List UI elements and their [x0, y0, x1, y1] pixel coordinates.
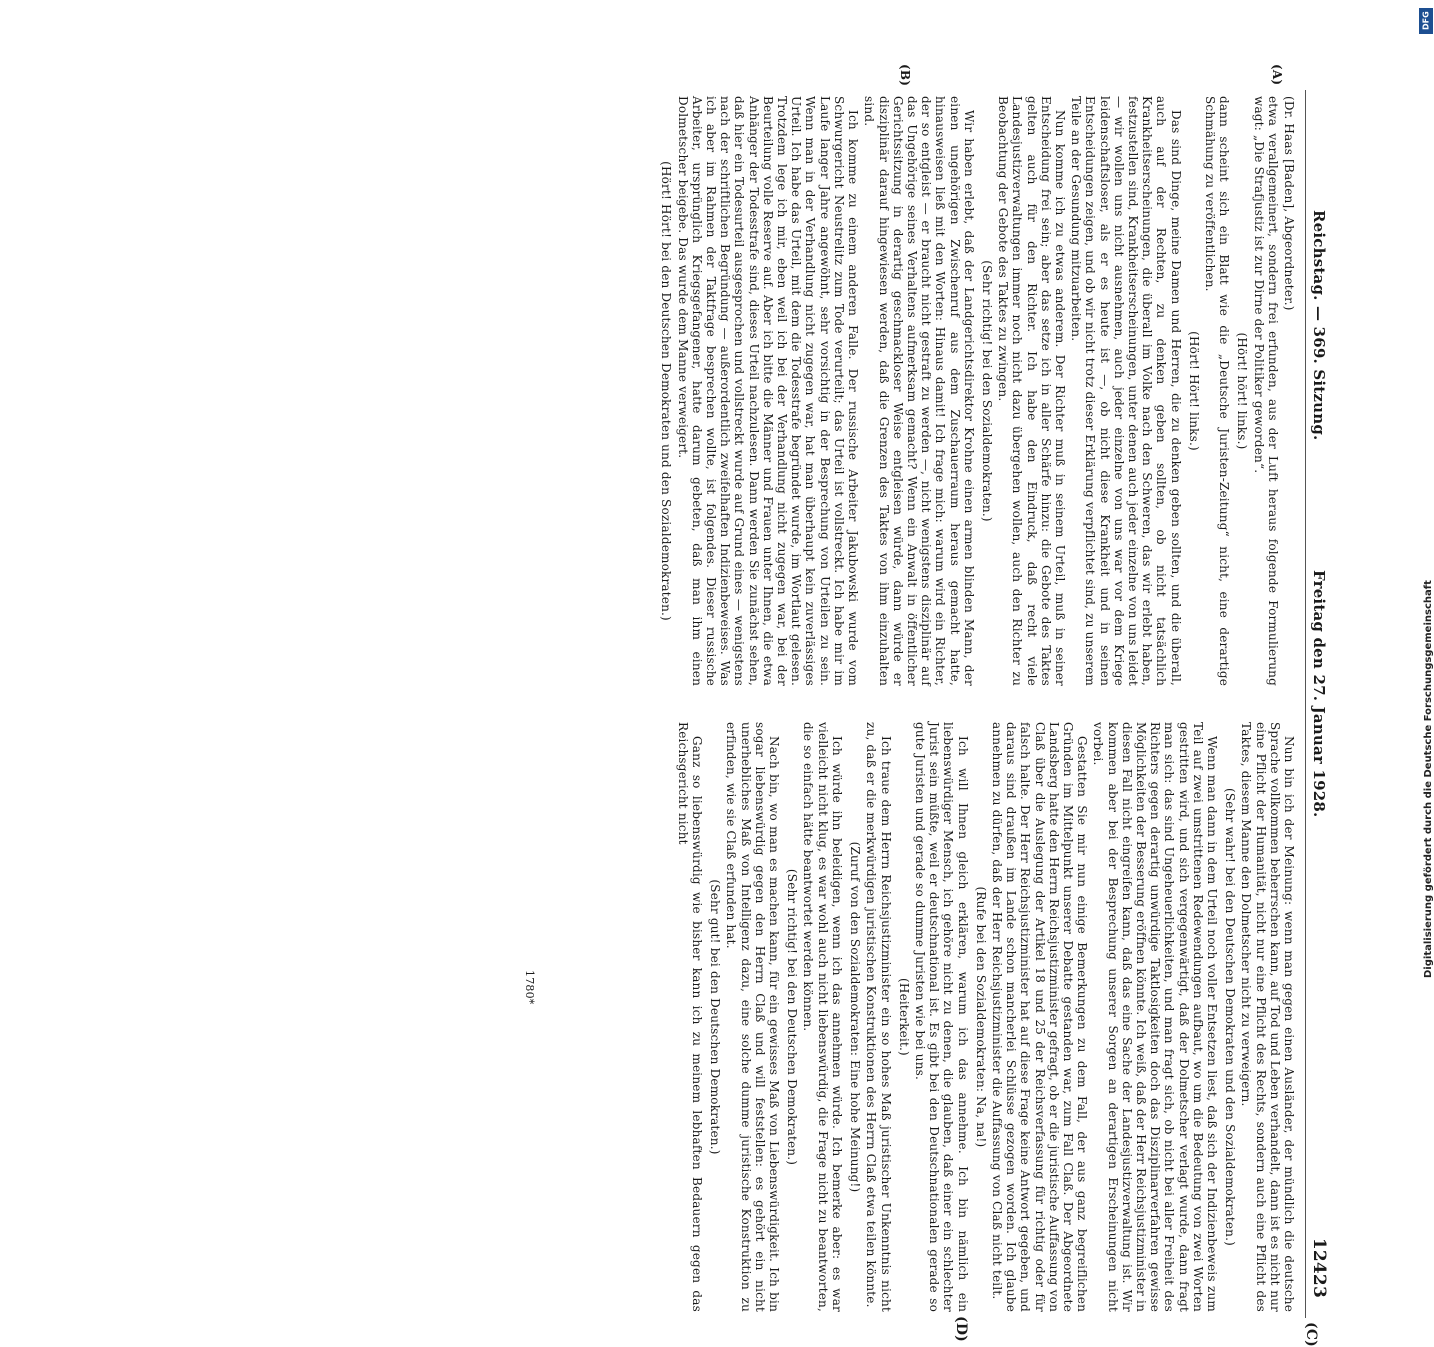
paragraph: Ganz so liebenswürdig wie bisher kann ich zu meinem lebhaften Bedauern gegen das Reichsgericht nicht: [675, 722, 705, 1312]
paragraph: Ich will Ihnen gleich erklären, warum ich das annehme. Ich bin nämlich ein liebenswürdiger Mensch, ich gehöre nicht zu denen, die glauben, daß einer ein schlechter Jurist sein müßte, weil er deutschnational ist. Es gibt bei den Deutschnationalen gerade so gute Juristen und gerade so dumme Juristen wie bei uns.: [912, 722, 970, 1312]
paragraph: (Dr. Haas [Baden], Abgeordneter.): [1282, 96, 1296, 311]
interjection: (Sehr gut! bei den Deutschen Demokraten.): [708, 879, 723, 1155]
interjection: (Hört! Hört! bei den Deutschen Demokraten und den Sozialdemokraten.): [659, 161, 674, 621]
margin-mark-a: (A): [1270, 64, 1284, 86]
header-date: Freitag den 27. Januar 1928.: [1310, 570, 1328, 818]
paragraph: Ich würde ihn beleidigen, wenn ich das annehmen würde. Ich bemerke aber: es war vielleicht nicht klug, es war wohl auch nicht liebenswürdig, die Frage nicht zu beantworten, die so einfach hätte beantwortet werden können.: [801, 722, 844, 1312]
interjection: (Zuruf von den Sozialdemokraten: Eine hohe Meinung!): [848, 841, 863, 1193]
margin-mark-c: (C): [1303, 1322, 1319, 1347]
margin-mark-d: (D): [953, 1316, 969, 1342]
paragraph: dann scheint sich ein Blatt wie die „Deutsche Juristen-Zeitung“ nicht, eine derartige Schmähung zu veröffentlichen.: [1202, 96, 1232, 686]
interjection: (Heiterkeit.): [896, 978, 911, 1056]
paragraph: Ich komme zu einem anderen Falle. Der russische Arbeiter Jakubowski wurde vom Schwurgericht Neustrelitz zum Tode verurteilt; das Urteil ist vollstreckt. Ich habe mir im Laufe langer Jahre angewöhnt, sehr vorsichtig in der Besprechung von Urteilen zu sein. Wenn man in der Verhandlung nicht zugegen war, hat man überhaupt kein zuverlässiges Urteil. Ich habe das Urteil, mit dem die Todesstrafe begründet wurde, im Wortlaut gelesen. Trotzdem lege ich mir, eben weil ich bei der Verhandlung nicht zugegen war, bei der Beurteilung volle Reserve auf. Aber ich bitte die Männer und Frauen unter Ihnen, die etwa Anhänger der Todesstrafe sind, dieses Urteil nachzulesen. Dann werden Sie zunächst sehen, daß hier ein Todesurteil ausgesprochen und vollstreckt wurde auf Grund eines — wenigstens nach der schriftlichen Begründung — außerordentlich zweifelhaften Indizienbeweises. Was ich aber im Rahmen der Taktfrage besprechen wollte, ist folgendes. Dieser russische Arbeiter, ursprünglich Kriegsgefangener, hatte darum gebeten, daß man ihm einen Dolmetscher beigebe. Das wurde dem Manne verweigert.: [675, 96, 861, 686]
margin-mark-b: (B): [898, 64, 912, 87]
text-column-right: [516, 722, 1296, 1312]
paragraph: Das sind Dinge, meine Damen und Herren, die zu denken geben sollten, und die überall, auch auf der Rechten, zu denken geben sollten, ob nicht tatsächlich Krankheitserscheinungen, die überall im Volke nach den Schweren, das wir erlebt haben, festzustellen sind, Krankheitserscheinungen, unter denen auch jeder einzelne von uns leidet — wir wollen uns nicht ausnehmen, auch jeder einzelne von uns war vor dem Kriege leidenschaftsloser, als er es heute ist —, ob nicht diese Krankheit und in seinen Entscheidungen zeigen, und ob wir nicht trotz dieser Erklärung verpflichtet sind, zu unserem Teile an der Gesundung mitzuarbeiten.: [1069, 96, 1183, 686]
paragraph: etwa verallgemeinert, sondern frei erfunden, aus der Luft heraus folgende Formulierung wagt: „Die Strafjustiz ist zur Dirne der Politiker geworden“.: [1251, 96, 1280, 686]
paragraph: Nun bin ich der Meinung: wenn man gegen einen Ausländer, der mündlich die deutsche Sprache vollkommen beherrschen kann, auf Tod und Leben verhandelt, dann ist es nicht nur eine Pflicht der Humanität, nicht nur eine Pflicht des Rechts, sondern auch eine Pflicht des Taktes, diesem Manne den Dolmetscher nicht zu verweigern.: [1239, 722, 1296, 1312]
rotated-page-content: [100, 64, 1329, 1347]
paragraph: Gestatten Sie mir nun einige Bemerkungen zu dem Fall, der aus ganz begreiflichen Gründen im Mittelpunkt unserer Debatte gestanden war, zum Fall Claß. Der Abgeordnete Landsberg hatte den Herrn Reichsjustizminister gefragt, ob er die juristische Auffassung von Claß über die Auslegung der Artikel 18 und 25 der Reichsverfassung für richtig oder für falsch halte. Der Herr Reichsjustizminister hat auf diese Frage keine Antwort gegeben, und daraus sind draußen im Lande schon mancherlei Schlüsse gezogen worden. Ich glaube annehmen zu dürfen, daß der Herr Reichsjustizminister die Auffassung von Claß nicht teilt.: [989, 722, 1090, 1312]
dfg-logo-icon: DFG: [1419, 8, 1433, 34]
footnote-number: 1780*: [523, 970, 536, 1005]
paragraph: Wenn man dann in dem Urteil noch voller Entsetzen liest, daß sich der Indizienbeweis zum Teil auf zwei umstrittenen Redewendungen aufbaut, wo um die Bedeutung von zwei Worten gestritten wird, und sich vergegenwärtigt, daß der Dolmetscher verlagt wurde, dann fragt man sich: das sind Ungeheuerlichkeiten, und man fragt sich, ob nicht bei aller Freiheit des Richters gegen derartig unwürdige Taktlosigkeiten doch das Disziplinarverfahren gewisse Möglichkeiten der Besserung eröffnen könnte. Ich weiß, daß der Herr Reichsjustizminister in diesen Fall nicht eingreifen kann, daß das eine Sache der Landesjustizverwaltung ist. Wir kommen aber bei der Besprechung unserer Sorgen an derartigen Erscheinungen nicht vorbei.: [1091, 722, 1219, 1312]
interjection: (Hört! hört! links.): [1235, 332, 1250, 450]
paragraph: Nach bin, wo man es machen kann, für ein gewisses Maß von Liebenswürdigkeit. Ich bin sogar liebenswürdig gegen den Herrn Claß und will feststellen: es gehört ein nicht unerhebliches Maß von Intelligenz dazu, eine solche dumme juristische Konstruktion zu erfinden, wie sie Claß erfunden hat.: [724, 722, 782, 1312]
text-column-left: [516, 96, 1296, 686]
page-header: [1305, 90, 1328, 1318]
interjection: (Sehr richtig! bei den Deutschen Demokraten.): [785, 868, 800, 1166]
interjection: (Sehr richtig! bei den Sozialdemokraten.): [979, 260, 994, 522]
interjection: (Rufe bei den Sozialdemokraten: Na, na!): [973, 886, 988, 1148]
paragraph: Nun komme ich zu etwas anderem. Der Richter muß in seinem Urteil, muß in seiner Entscheidung frei sein; aber das setze ich in aller Schärfe hinzu: die Gebote des Taktes gelten auch für den Richter. Ich habe den Eindruck, daß recht viele Landesjustizverwaltungen immer noch nicht dazu übergehen wollen, auch den Richter zu Beobachtung der Gebote des Taktes zu zwingen.: [996, 96, 1067, 686]
interjection: (Sehr wahr! bei den Deutschen Demokraten und den Sozialdemokraten.): [1223, 787, 1238, 1247]
digitization-credit-sidebar: [1418, 8, 1434, 988]
paragraph: Wir haben erlebt, daß der Landgerichtsdirektor Krohne einen armen blinden Mann, der einen ungehörigen Zwischenruf aus dem Zuschauerraum heraus gemacht hatte, hinausweisen ließ mit den Worten: Hinaus damit! Ich frage mich: warum wird ein Richter, der so entgleist — er braucht nicht gestraft zu werden —, nicht wenigstens disziplinär auf das Ungehörige seines Verhaltens aufmerksam gemacht? Wenn ein Anwalt in öffentlicher Gerichtssitzung in derartig geschmackloser Weise entgleisen würde, dann würde er disziplinär darauf hingewiesen werden, daß die Grenzen des Taktes von ihm einzuhalten sind.: [862, 96, 976, 686]
credit-text: Digitalisierung gefördert durch die Deutsche Forschungsgemeinschaft: [1423, 580, 1434, 978]
page-number: 12423: [1309, 1237, 1329, 1298]
header-left: Reichstag. — 369. Sitzung.: [1310, 210, 1328, 441]
interjection: (Hört! Hört! links.): [1186, 331, 1201, 451]
paragraph: Ich traue dem Herrn Reichsjustizminister ein so hohes Maß juristischer Unkenntnis nicht zu, daß er die merkwürdigen juristischen Konstruktionen des Herrn Claß etwa teilen könnte.: [864, 722, 893, 1312]
